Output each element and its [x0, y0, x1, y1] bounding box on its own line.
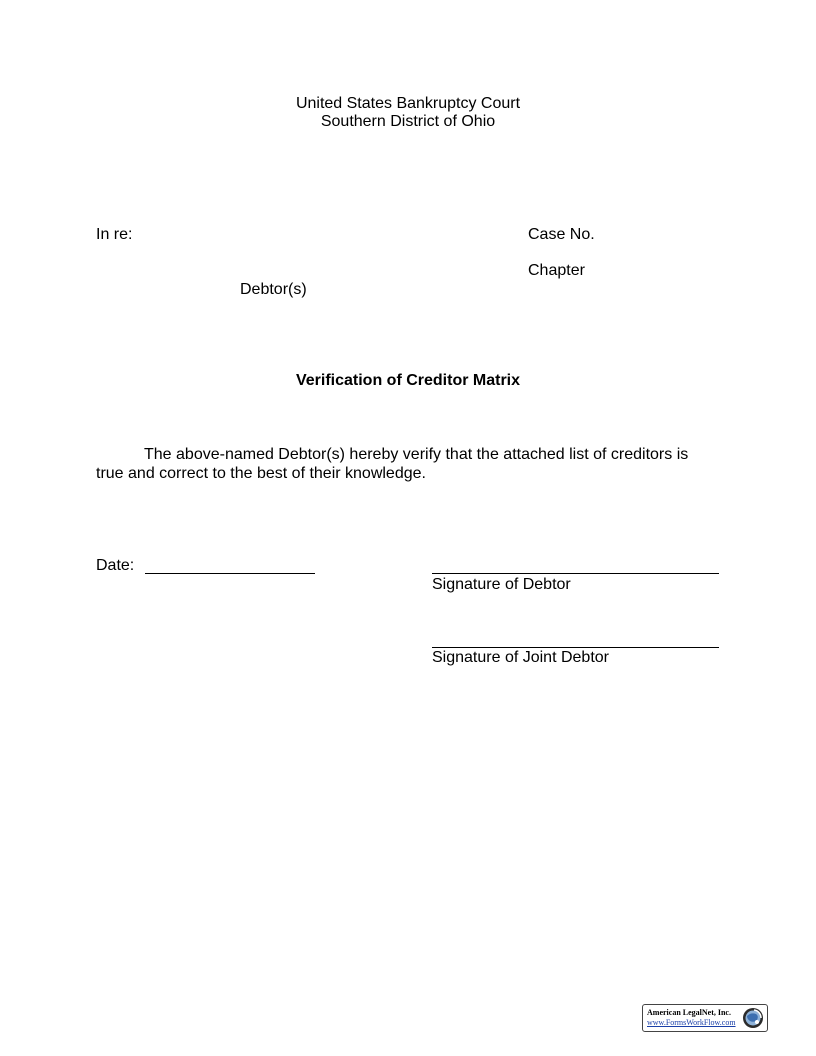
court-district: Southern District of Ohio — [320, 113, 496, 130]
date-label: Date: — [96, 557, 135, 574]
chapter-label: Chapter — [528, 262, 585, 279]
logo-company-name: American LegalNet, Inc. — [647, 1008, 731, 1017]
verification-paragraph — [96, 445, 706, 483]
document-title: Verification of Creditor Matrix — [295, 372, 521, 389]
joint-debtor-signature-label: Signature of Joint Debtor — [432, 649, 609, 666]
american-legalnet-logo — [642, 1004, 768, 1032]
debtor-signature-label: Signature of Debtor — [432, 576, 571, 593]
court-heading — [0, 95, 816, 131]
case-number-label: Case No. — [528, 226, 595, 243]
in-re-label: In re: — [96, 226, 133, 243]
logo-website-link[interactable]: www.FormsWorkFlow.com — [647, 1018, 736, 1027]
debtor-signature-line — [432, 573, 719, 574]
date-line — [145, 573, 315, 574]
debtor-label: Debtor(s) — [240, 281, 307, 298]
globe-icon — [742, 1007, 764, 1029]
verification-text: The above-named Debtor(s) hereby verify that the attached list of creditors is true and correct to the best of their knowledge. — [96, 446, 689, 482]
court-name: United States Bankruptcy Court — [295, 95, 521, 112]
